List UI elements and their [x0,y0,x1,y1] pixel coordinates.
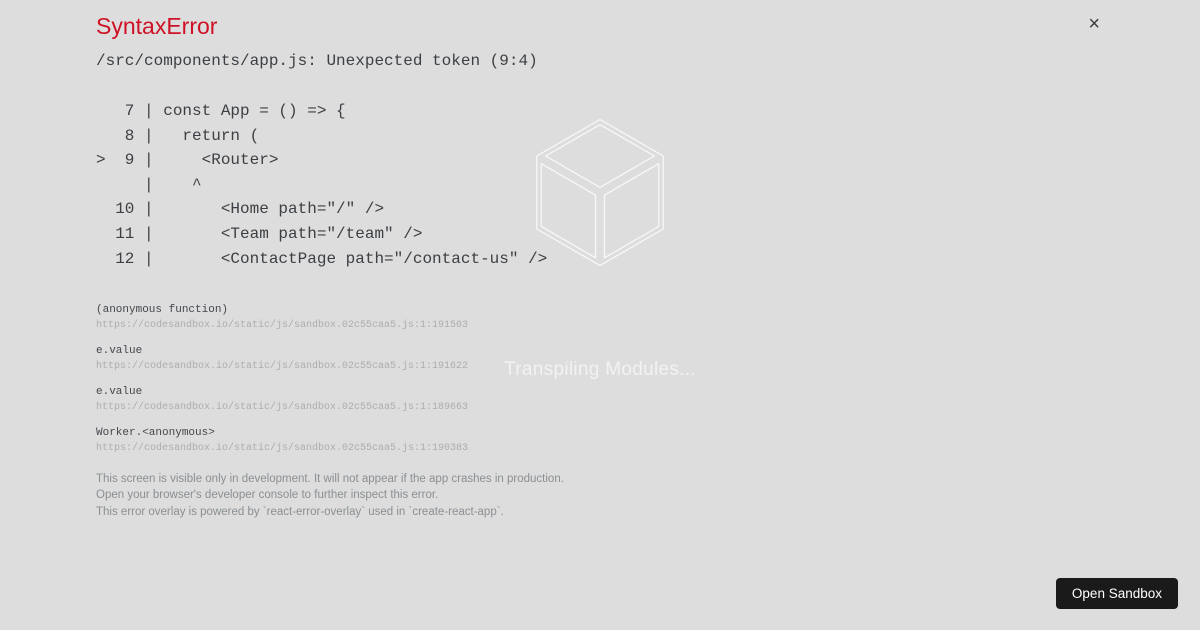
stack-frame-function: (anonymous function) [96,304,229,316]
stack-frame-location: https://codesandbox.io/static/js/sandbox.02c55caa5.js:1:191503 [96,320,469,331]
stack-frame [96,384,468,416]
code-line: 7 | const App = () => { [96,102,346,120]
loading-status-text: Transpiling Modules... [504,359,696,380]
error-title: SyntaxError [96,13,218,39]
stack-frame-location: https://codesandbox.io/static/js/sandbox.02c55caa5.js:1:189663 [96,402,469,413]
stack-frame [96,302,468,334]
footer-note-powered-by: This error overlay is powered by `react-error-overlay` used in `create-react-app`. [96,505,504,518]
code-line-error: > 9 | <Router> [96,151,279,170]
stack-frame-location: https://codesandbox.io/static/js/sandbox.02c55caa5.js:1:191622 [96,361,469,372]
footer-note-console: Open your browser's developer console to further inspect this error. [96,489,439,502]
code-line: 10 | <Home path="/" /> [96,200,385,219]
code-line-caret: | ^ [96,175,202,194]
close-icon[interactable]: × [1088,13,1100,35]
stack-frame-function: Worker.<anonymous> [96,427,215,439]
stack-frame-location: https://codesandbox.io/static/js/sandbox.02c55caa5.js:1:190383 [96,443,469,454]
footer-notes [96,471,564,520]
stack-trace [96,302,468,466]
footer-note-development: This screen is visible only in development. It will not appear if the app crashes in production. [96,473,564,485]
stack-frame-function: e.value [96,345,143,357]
open-sandbox-button[interactable]: Open Sandbox [1056,578,1178,609]
stack-frame-function: e.value [96,386,143,398]
code-line: 12 | <ContactPage path="/contact-us" /> [96,249,548,268]
error-message: /src/components/app.js: Unexpected token (9:4) [96,52,538,70]
stack-frame [96,425,468,457]
error-overlay [96,0,1104,630]
stack-frame [96,343,468,375]
code-line: 11 | <Team path="/team" /> [96,224,423,243]
code-frame [96,99,547,271]
code-line: 8 | return ( [96,126,260,145]
